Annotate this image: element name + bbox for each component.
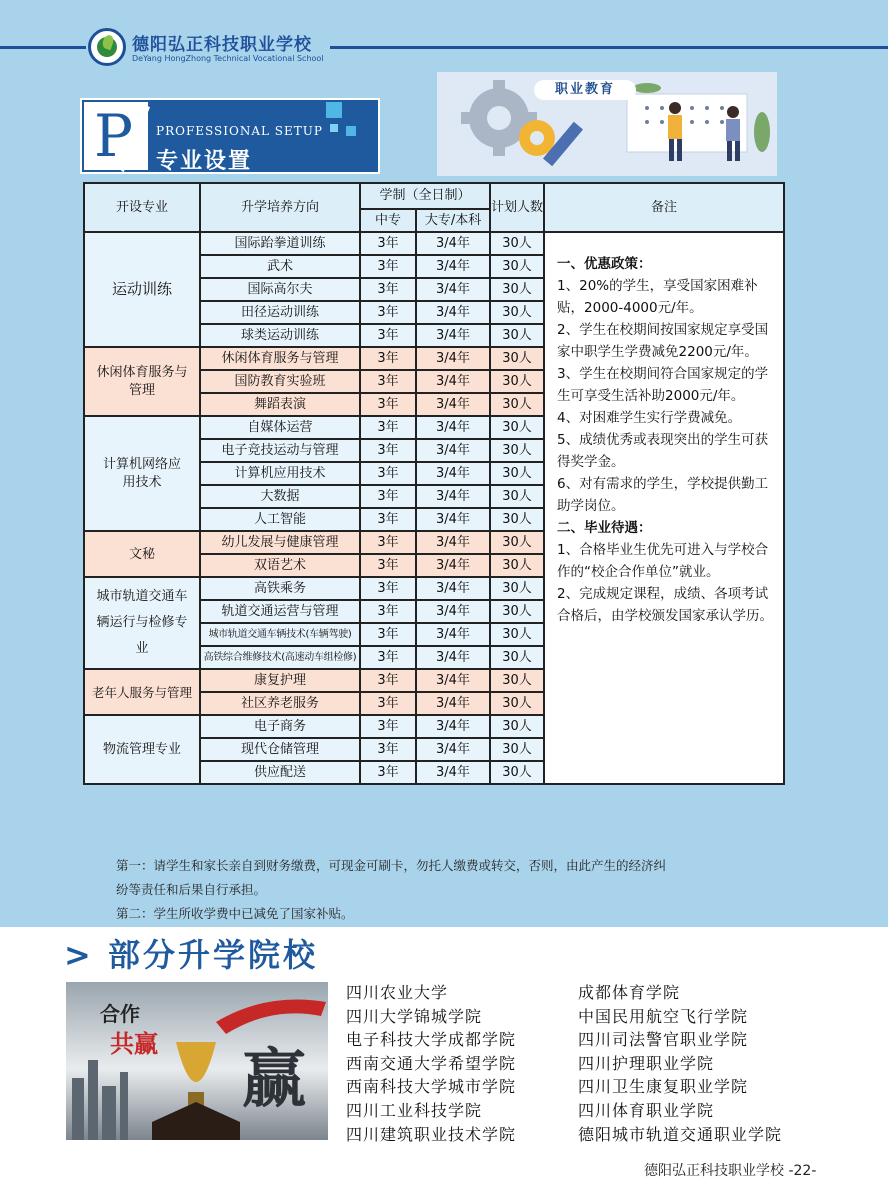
zz-cell: 3年 [360, 439, 416, 462]
dz-cell: 3/4年 [416, 531, 490, 554]
zz-cell: 3年 [360, 761, 416, 784]
footnote-line: 第二：学生所收学费中已减免了国家补贴。 [116, 906, 354, 921]
plan-cell: 30人 [490, 485, 544, 508]
dz-cell: 3/4年 [416, 669, 490, 692]
page-footer: 德阳弘正科技职业学校 -22- [644, 1163, 817, 1179]
notes-item: 6、对有需求的学生，学校提供勤工助学岗位。 [557, 476, 769, 514]
direction-cell: 城市轨道交通车辆技术(车辆驾驶) [200, 623, 360, 646]
col-system: 学制（全日制） [360, 183, 490, 209]
zz-cell: 3年 [360, 301, 416, 324]
zz-cell: 3年 [360, 232, 416, 255]
university-item: 四川工业科技学院 [346, 1100, 483, 1120]
university-item: 四川农业大学 [346, 983, 449, 1002]
university-item: 四川体育职业学院 [578, 1100, 715, 1120]
notes-item: 5、成绩优秀或表现突出的学生可获得奖学金。 [557, 432, 769, 470]
col-plan: 计划人数 [490, 183, 544, 232]
zz-cell: 3年 [360, 347, 416, 370]
university-list-left [346, 981, 516, 1146]
col-zhongzhuan: 中专 [360, 209, 416, 232]
notes-item: 1、合格毕业生优先可进入与学校合作的“校企合作单位”就业。 [557, 542, 769, 580]
dz-cell: 3/4年 [416, 738, 490, 761]
notes-heading: 二、毕业待遇： [557, 520, 652, 536]
col-dazhuan: 大专/本科 [416, 209, 490, 232]
zz-cell: 3年 [360, 278, 416, 301]
dz-cell: 3/4年 [416, 600, 490, 623]
direction-cell: 电子竞技运动与管理 [200, 439, 360, 462]
photo-text: 合作 [100, 1002, 140, 1026]
major-name: 运动训练 [84, 232, 200, 347]
trophy-icon [176, 1042, 216, 1082]
major-name: 城市轨道交通车辆运行与检修专业 [84, 577, 200, 669]
plan-cell: 30人 [490, 577, 544, 600]
dz-cell: 3/4年 [416, 301, 490, 324]
zz-cell: 3年 [360, 324, 416, 347]
dz-cell: 3/4年 [416, 255, 490, 278]
plan-cell: 30人 [490, 692, 544, 715]
direction-cell: 田径运动训练 [200, 301, 360, 324]
direction-cell: 自媒体运营 [200, 416, 360, 439]
university-item: 西南交通大学希望学院 [346, 1053, 517, 1073]
city-skyline [72, 1060, 128, 1140]
direction-cell: 供应配送 [200, 761, 360, 784]
notes-item: 4、对困难学生实行学费减免。 [557, 410, 742, 426]
direction-cell: 国际高尔夫 [200, 278, 360, 301]
dz-cell: 3/4年 [416, 347, 490, 370]
dz-cell: 3/4年 [416, 278, 490, 301]
school-name-en: DeYang HongZhong Technical Vocational School [132, 54, 324, 63]
direction-cell: 高铁乘务 [200, 577, 360, 600]
plan-cell: 30人 [490, 715, 544, 738]
direction-cell: 康复护理 [200, 669, 360, 692]
plan-cell: 30人 [490, 255, 544, 278]
section-title-cn: 专业设置 [156, 149, 253, 174]
footnote-line: 第一：请学生和家长亲自到财务缴费，可现金可刷卡，勿托人缴费或转交，否则，由此产生的经济纠 [116, 858, 667, 873]
direction-cell: 休闲体育服务与管理 [200, 347, 360, 370]
plan-cell: 30人 [490, 393, 544, 416]
direction-cell: 现代仓储管理 [200, 738, 360, 761]
dz-cell: 3/4年 [416, 761, 490, 784]
zz-cell: 3年 [360, 554, 416, 577]
plan-cell: 30人 [490, 623, 544, 646]
major-name: 休闲体育服务与管理 [84, 347, 200, 416]
direction-cell: 人工智能 [200, 508, 360, 531]
dz-cell: 3/4年 [416, 485, 490, 508]
university-item: 成都体育学院 [578, 983, 681, 1002]
zz-cell: 3年 [360, 715, 416, 738]
major-name: 计算机网络应用技术 [84, 416, 200, 531]
plan-cell: 30人 [490, 531, 544, 554]
direction-cell: 计算机应用技术 [200, 462, 360, 485]
major-name: 文秘 [84, 531, 200, 577]
dz-cell: 3/4年 [416, 554, 490, 577]
footnote-line: 纷等责任和后果自行承担。 [116, 882, 267, 897]
plan-cell: 30人 [490, 416, 544, 439]
col-major: 开设专业 [84, 183, 200, 232]
zz-cell: 3年 [360, 738, 416, 761]
dz-cell: 3/4年 [416, 439, 490, 462]
university-item: 西南科技大学城市学院 [346, 1077, 517, 1097]
dz-cell: 3/4年 [416, 577, 490, 600]
plan-cell: 30人 [490, 347, 544, 370]
direction-cell: 社区养老服务 [200, 692, 360, 715]
plan-cell: 30人 [490, 761, 544, 784]
plan-cell: 30人 [490, 232, 544, 255]
dz-cell: 3/4年 [416, 646, 490, 669]
zz-cell: 3年 [360, 692, 416, 715]
university-item: 中国民用航空飞行学院 [578, 1006, 749, 1026]
plan-cell: 30人 [490, 324, 544, 347]
zz-cell: 3年 [360, 646, 416, 669]
zz-cell: 3年 [360, 669, 416, 692]
plan-cell: 30人 [490, 370, 544, 393]
notes-item: 2、学生在校期间按国家规定享受国家中职学生学费减免2200元/年。 [557, 322, 769, 360]
notes-heading: 一、优惠政策： [557, 256, 652, 272]
zz-cell: 3年 [360, 393, 416, 416]
dz-cell: 3/4年 [416, 692, 490, 715]
zz-cell: 3年 [360, 623, 416, 646]
decor-square [326, 102, 342, 118]
university-item: 四川护理职业学院 [578, 1053, 715, 1073]
direction-cell: 大数据 [200, 485, 360, 508]
university-item: 电子科技大学成都学院 [346, 1030, 517, 1050]
cooperation-photo [66, 982, 328, 1140]
major-name: 老年人服务与管理 [84, 669, 200, 715]
banner-label: 职业教育 [534, 80, 636, 100]
table-row [84, 232, 784, 255]
header-rule-left [0, 46, 86, 49]
university-item: 四川建筑职业技术学院 [346, 1124, 517, 1144]
university-item: 四川大学锦城学院 [346, 1006, 483, 1026]
school-name-cn: 德阳弘正科技职业学校 [132, 35, 312, 55]
dz-cell: 3/4年 [416, 393, 490, 416]
direction-cell: 武术 [200, 255, 360, 278]
col-remark: 备注 [544, 183, 784, 232]
university-list-right [578, 981, 782, 1146]
plan-cell: 30人 [490, 600, 544, 623]
photo-text: 赢 [242, 1042, 306, 1117]
zz-cell: 3年 [360, 370, 416, 393]
direction-cell: 国际跆拳道训练 [200, 232, 360, 255]
direction-cell: 舞蹈表演 [200, 393, 360, 416]
university-item: 四川卫生康复职业学院 [578, 1077, 749, 1097]
dz-cell: 3/4年 [416, 462, 490, 485]
gear-icon [519, 120, 555, 156]
plan-cell: 30人 [490, 669, 544, 692]
dz-cell: 3/4年 [416, 232, 490, 255]
school-logo-icon [88, 28, 126, 66]
direction-cell: 轨道交通运营与管理 [200, 600, 360, 623]
zz-cell: 3年 [360, 531, 416, 554]
dz-cell: 3/4年 [416, 715, 490, 738]
university-item: 四川司法警官职业学院 [578, 1030, 749, 1050]
direction-cell: 国防教育实验班 [200, 370, 360, 393]
notes-item: 1、20%的学生，享受国家困难补贴，2000-4000元/年。 [557, 278, 758, 316]
direction-cell: 高铁综合维修技术(高速动车组检修) [200, 646, 360, 669]
plan-cell: 30人 [490, 508, 544, 531]
universities-title: > 部分升学院校 [64, 936, 318, 974]
header-rule [330, 46, 888, 49]
zz-cell: 3年 [360, 255, 416, 278]
hands-icon [152, 1102, 240, 1140]
decor-square [330, 124, 338, 132]
notes-item: 2、完成规定课程，成绩、各项考试合格后，由学校颁发国家承认学历。 [557, 586, 774, 624]
zz-cell: 3年 [360, 462, 416, 485]
section-title-en: PROFESSIONAL SETUP [156, 124, 323, 138]
plan-cell: 30人 [490, 646, 544, 669]
direction-cell: 球类运动训练 [200, 324, 360, 347]
major-table [83, 182, 785, 785]
decor-square [346, 126, 356, 136]
zz-cell: 3年 [360, 600, 416, 623]
plan-cell: 30人 [490, 439, 544, 462]
dz-cell: 3/4年 [416, 508, 490, 531]
photo-text: 共赢 [110, 1029, 158, 1058]
direction-cell: 电子商务 [200, 715, 360, 738]
notes-item: 3、学生在校期间符合国家规定的学生可享受生活补助2000元/年。 [557, 366, 769, 404]
zz-cell: 3年 [360, 485, 416, 508]
col-direction: 升学培养方向 [200, 183, 360, 232]
dz-cell: 3/4年 [416, 324, 490, 347]
dz-cell: 3/4年 [416, 623, 490, 646]
plan-cell: 30人 [490, 301, 544, 324]
plan-cell: 30人 [490, 738, 544, 761]
major-name: 物流管理专业 [84, 715, 200, 784]
zz-cell: 3年 [360, 508, 416, 531]
direction-cell: 幼儿发展与健康管理 [200, 531, 360, 554]
dz-cell: 3/4年 [416, 370, 490, 393]
plan-cell: 30人 [490, 554, 544, 577]
plan-cell: 30人 [490, 278, 544, 301]
notes-cell [544, 232, 784, 784]
zz-cell: 3年 [360, 577, 416, 600]
dz-cell: 3/4年 [416, 416, 490, 439]
section-letter: P [94, 102, 134, 170]
university-item: 德阳城市轨道交通职业学院 [578, 1124, 783, 1144]
direction-cell: 双语艺术 [200, 554, 360, 577]
zz-cell: 3年 [360, 416, 416, 439]
plan-cell: 30人 [490, 462, 544, 485]
